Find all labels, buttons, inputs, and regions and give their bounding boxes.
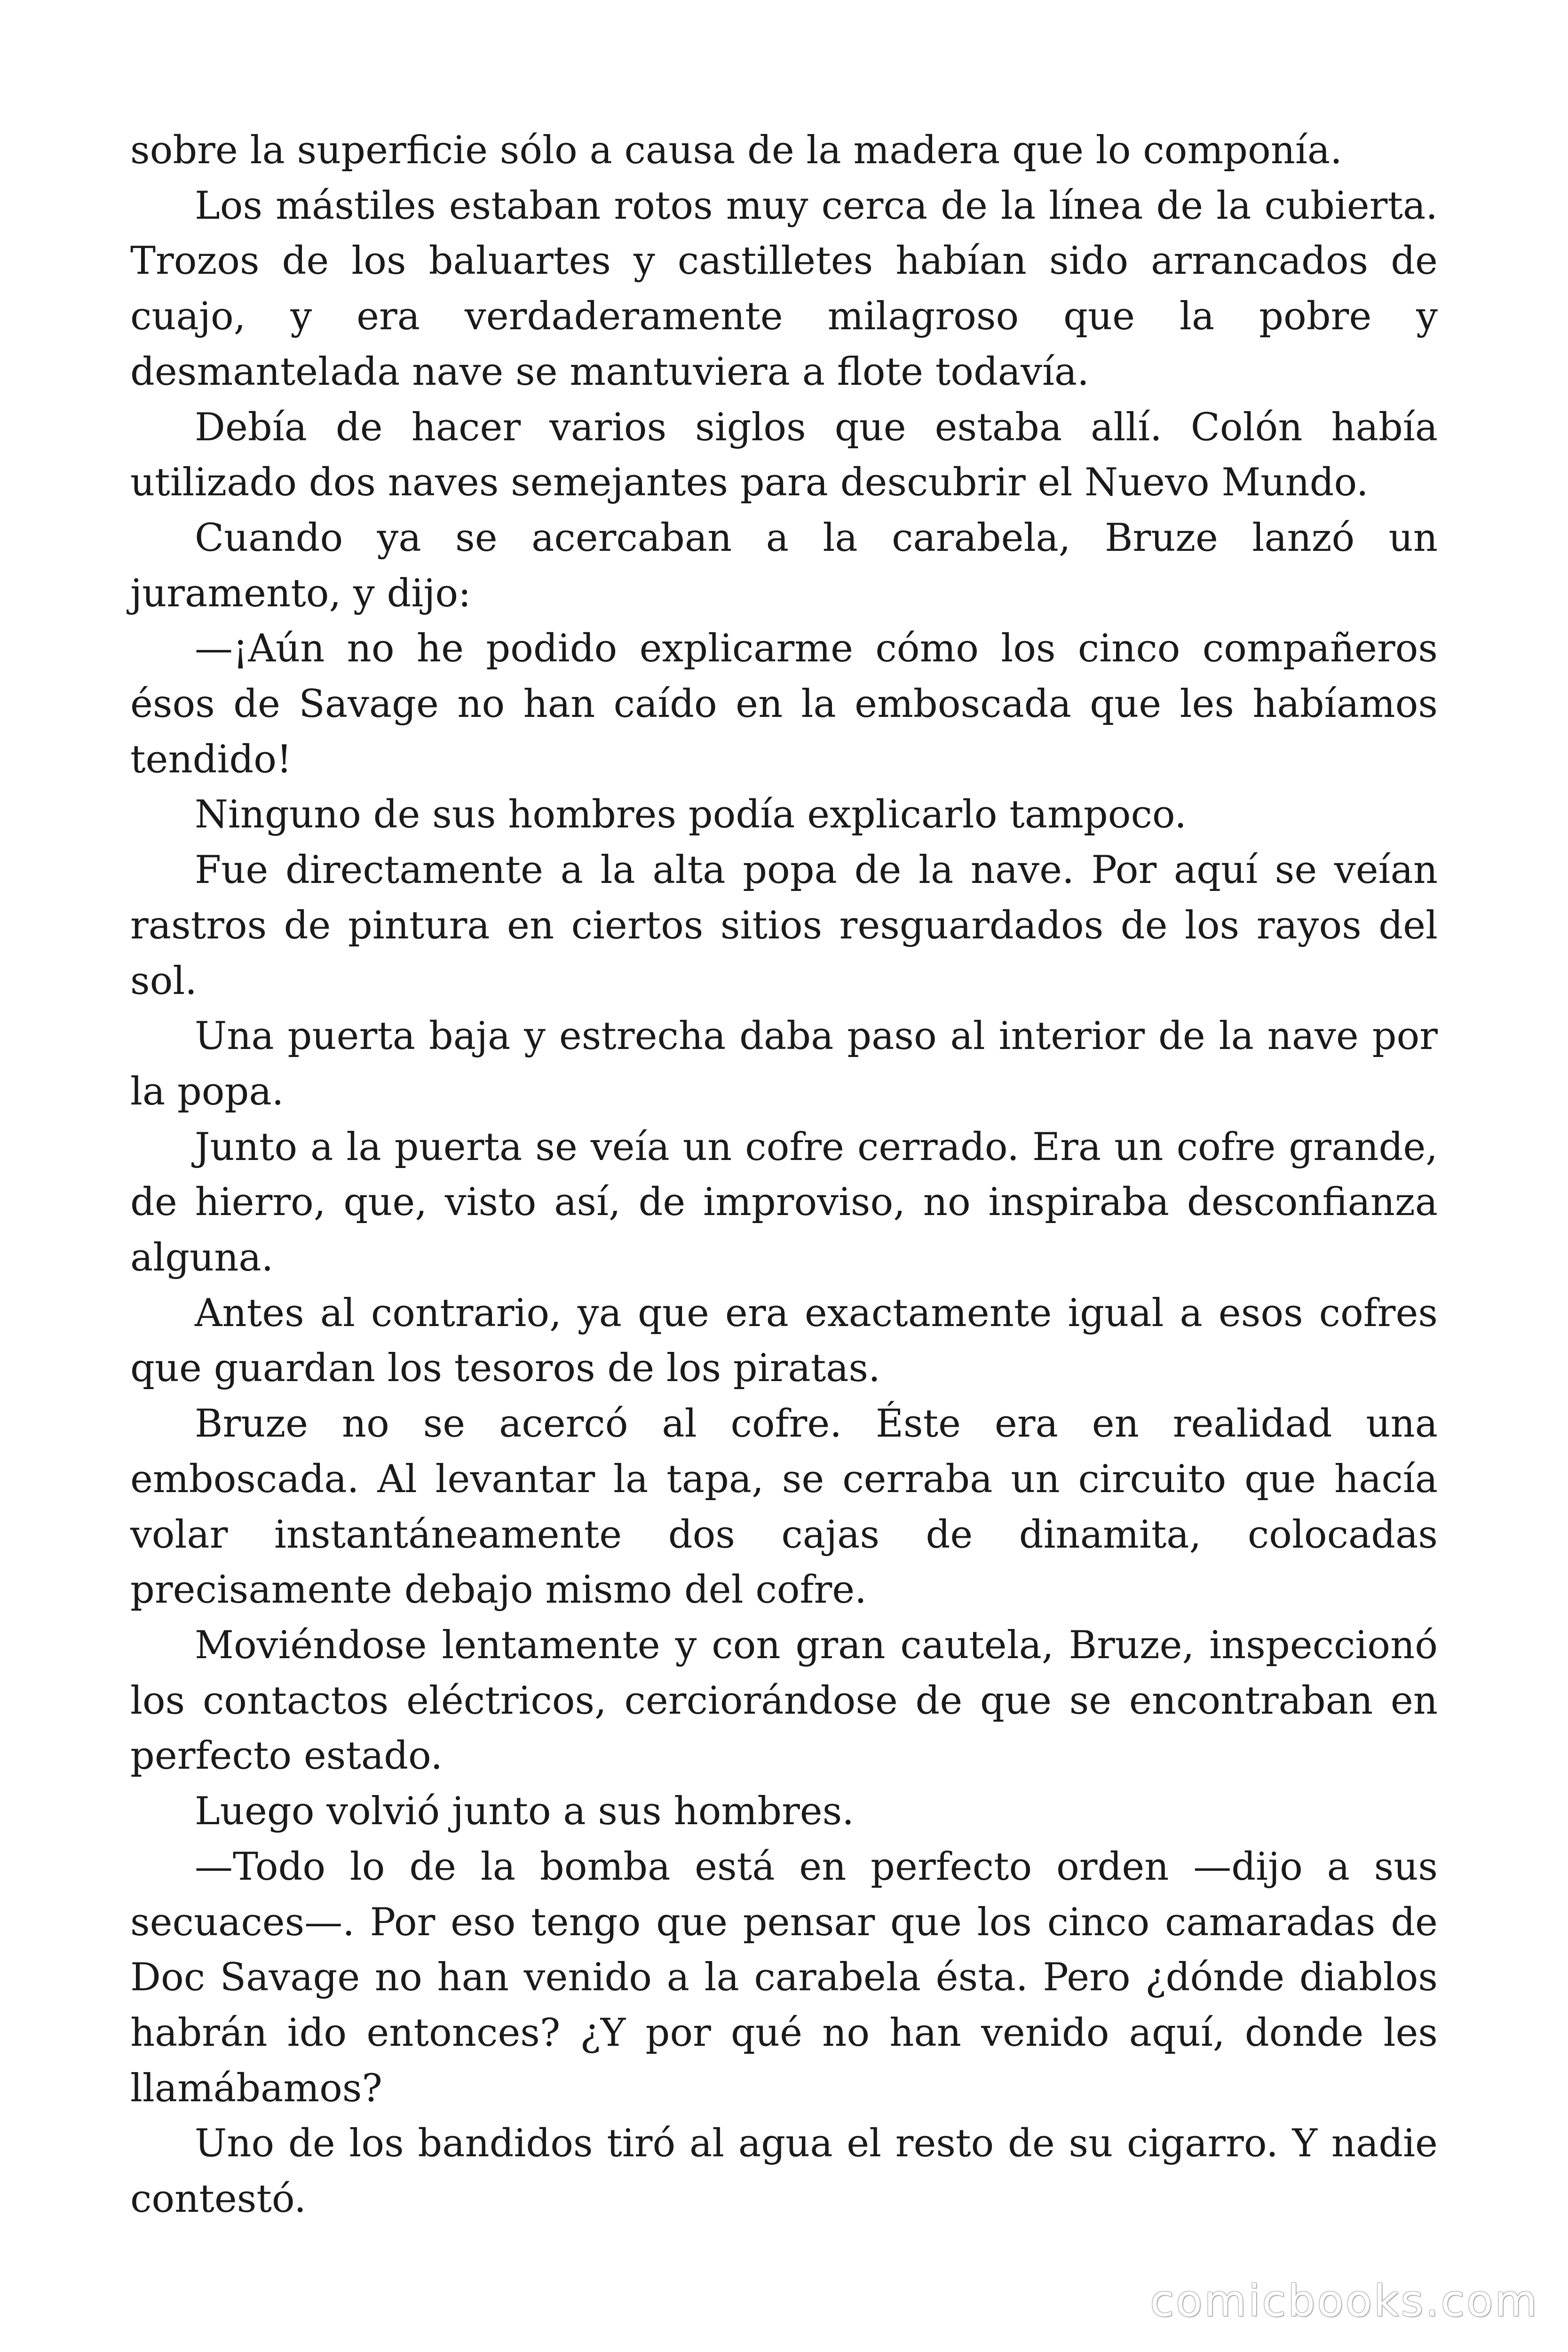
body-text: [130, 123, 1438, 2227]
paragraph: Los mástiles estaban rotos muy cerca de la línea de la cubierta. Trozos de los baluartes y castilletes habían sido arrancados de cuajo, y era verdaderamente milagroso que la pobre y desmantelada nave se mantuviera a flote todavía.: [130, 183, 1438, 394]
paragraph: Una puerta baja y estrecha daba paso al interior de la nave por la popa.: [130, 1014, 1438, 1114]
paragraph: —¡Aún no he podido explicarme cómo los cinco compañeros ésos de Savage no han caído en la emboscada que les habíamos tendido!: [130, 627, 1438, 782]
paragraph: Debía de hacer varios siglos que estaba allí. Colón había utilizado dos naves semejantes para descubrir el Nuevo Mundo.: [130, 405, 1438, 505]
paragraph: Fue directamente a la alta popa de la nave. Por aquí se veían rastros de pintura en ciertos sitios resguardados de los rayos del sol.: [130, 848, 1438, 1003]
paragraph: Ninguno de sus hombres podía explicarlo tampoco.: [195, 793, 1187, 837]
paragraph: Antes al contrario, ya que era exactamente igual a esos cofres que guardan los tesoros de los piratas.: [130, 1291, 1438, 1391]
paragraph: Luego volvió junto a sus hombres.: [195, 1789, 855, 1834]
paragraph: Moviéndose lentamente y con gran cautela, Bruze, inspeccionó los contactos eléctricos, cerciorándose de que se encontraban en perfecto estado.: [130, 1623, 1438, 1779]
paragraph: Cuando ya se acercaban a la carabela, Bruze lanzó un juramento, y dijo:: [130, 516, 1438, 616]
paragraph: Junto a la puerta se veía un cofre cerrado. Era un cofre grande, de hierro, que, visto así, de improviso, no inspiraba desconfianza alguna.: [130, 1125, 1438, 1280]
watermark-text: comicbooks.com: [1150, 2276, 1539, 2326]
paragraph: sobre la superficie sólo a causa de la madera que lo componía.: [130, 128, 1342, 173]
paragraph: Uno de los bandidos tiró al agua el resto de su cigarro. Y nadie contestó.: [130, 2122, 1438, 2222]
paragraph: —Todo lo de la bomba está en perfecto orden —dijo a sus secuaces—. Por eso tengo que pensar que los cinco camaradas de Doc Savage no han venido a la carabela ésta. Pero ¿dónde diablos habrán ido entonces? ¿Y por qué no han venido aquí, donde les llamábamos?: [130, 1844, 1438, 2111]
paragraph: Bruze no se acercó al cofre. Éste era en realidad una emboscada. Al levantar la tapa, se cerraba un circuito que hacía volar instantáneamente dos cajas de dinamita, colocadas precisamente debajo mismo del cofre.: [130, 1402, 1438, 1613]
